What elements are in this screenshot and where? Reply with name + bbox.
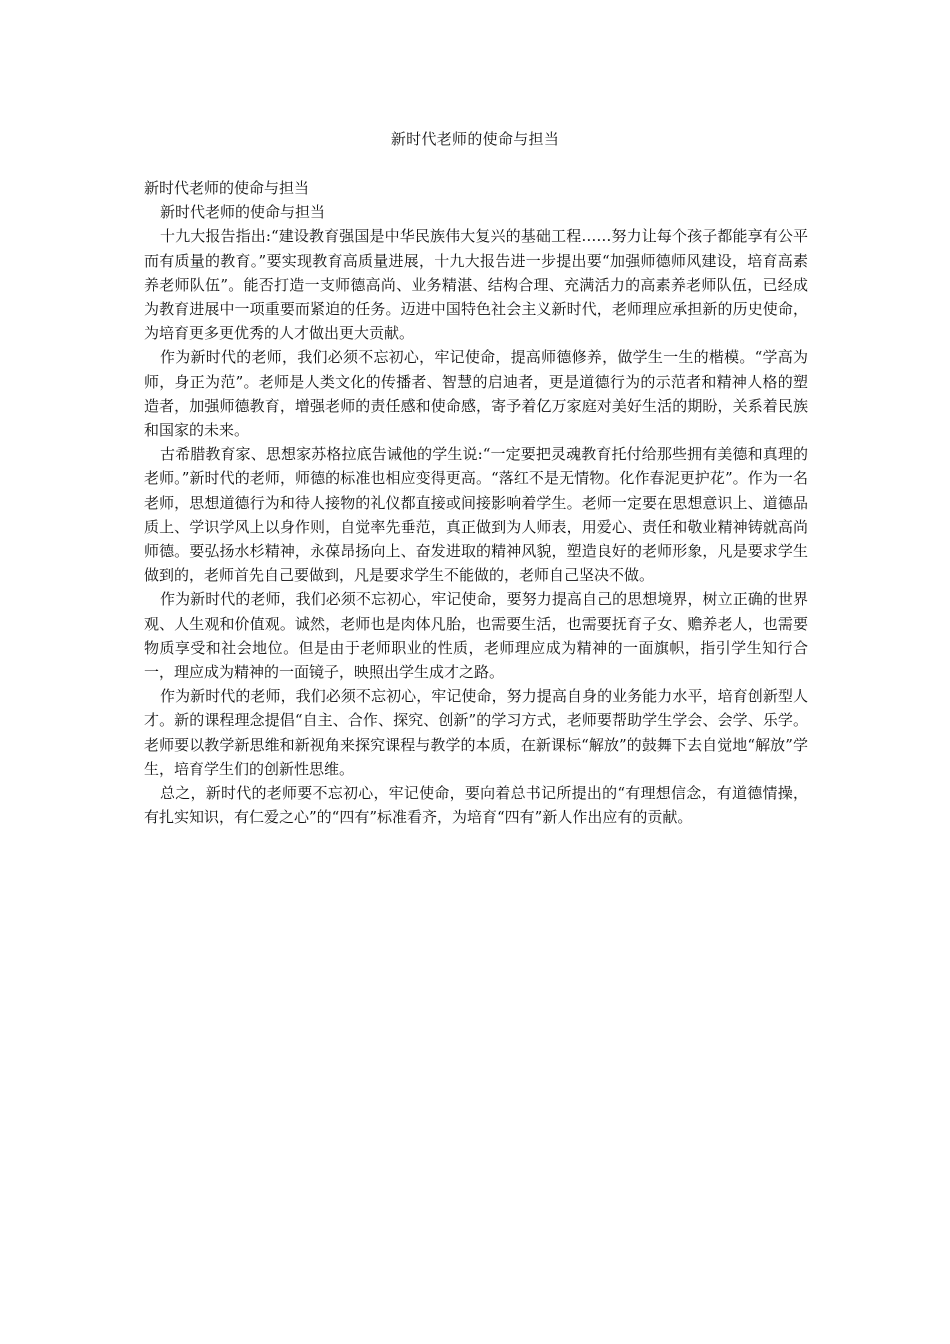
paragraph-3: 古希腊教育家、思想家苏格拉底告诫他的学生说:“一定要把灵魂教育托付给那些拥有美德和真理的老师。”新时代的老师，师德的标准也相应变得更高。“落红不是无情物。化作春泥更护花”。作为一名老师，思想道德行为和待人接物的礼仪都直接或间接影响着学生。老师一定要在思想意识上、道德品质上、学识学风上以身作则，自觉率先垂范，真正做到为人师表，用爱心、责任和敬业精神铸就高尚师德。要弘扬水杉精神，永葆昂扬向上、奋发进取的精神风貌，塑造良好的老师形象，凡是要求学生做到的，老师首先自己要做到，凡是要求学生不能做的，老师自己坚决不做。 [144,445,808,585]
paragraph-1: 十九大报告指出:“建设教育强国是中华民族伟大复兴的基础工程……努力让每个孩子都能享有公平而有质量的教育。”要实现教育高质量进展，十九大报告进一步提出要“加强师德师风建设，培育高素养老师队伍”。能否打造一支师德高尚、业务精湛、结构合理、充满活力的高素养老师队伍，已经成为教育进展中一项重要而紧迫的任务。迈进中国特色社会主义新时代，老师理应承担新的历史使命，为培育更多更优秀的人才做出更大贡献。 [144,227,808,343]
document-body [144,176,808,829]
paragraph-4: 作为新时代的老师，我们必须不忘初心，牢记使命，要努力提高自己的思想境界，树立正确的世界观、人生观和价值观。诚然，老师也是肉体凡胎，也需要生活，也需要抚育子女、赡养老人，也需要物质享受和社会地位。但是由于老师职业的性质，老师理应成为精神的一面旗帜，指引学生知行合一，理应成为精神的一面镜子，映照出学生成才之路。 [144,590,808,682]
document-title: 新时代老师的使命与担当 [390,130,560,148]
paragraph-6: 总之，新时代的老师要不忘初心，牢记使命，要向着总书记所提出的“有理想信念，有道德情操，有扎实知识，有仁爱之心”的“四有”标准看齐，为培育“四有”新人作出应有的贡献。 [144,784,808,827]
header-line-1: 新时代老师的使命与担当 [144,179,310,197]
header-line-2: 新时代老师的使命与担当 [160,203,326,222]
paragraph-5: 作为新时代的老师，我们必须不忘初心，牢记使命，努力提高自身的业务能力水平，培育创新型人才。新的课程理念提倡“自主、合作、探究、创新”的学习方式，老师要帮助学生学会、会学、乐学。老师要以教学新思维和新视角来探究课程与教学的本质，在新课标“解放”的鼓舞下去自觉地“解放”学生，培育学生们的创新性思维。 [144,687,808,778]
paragraph-2: 作为新时代的老师，我们必须不忘初心，牢记使命，提高师德修养，做学生一生的楷模。“学高为师，身正为范”。老师是人类文化的传播者、智慧的启迪者，更是道德行为的示范者和精神人格的塑造者，加强师德教育，增强老师的责任感和使命感，寄予着亿万家庭对美好生活的期盼，关系着民族和国家的未来。 [144,348,808,440]
